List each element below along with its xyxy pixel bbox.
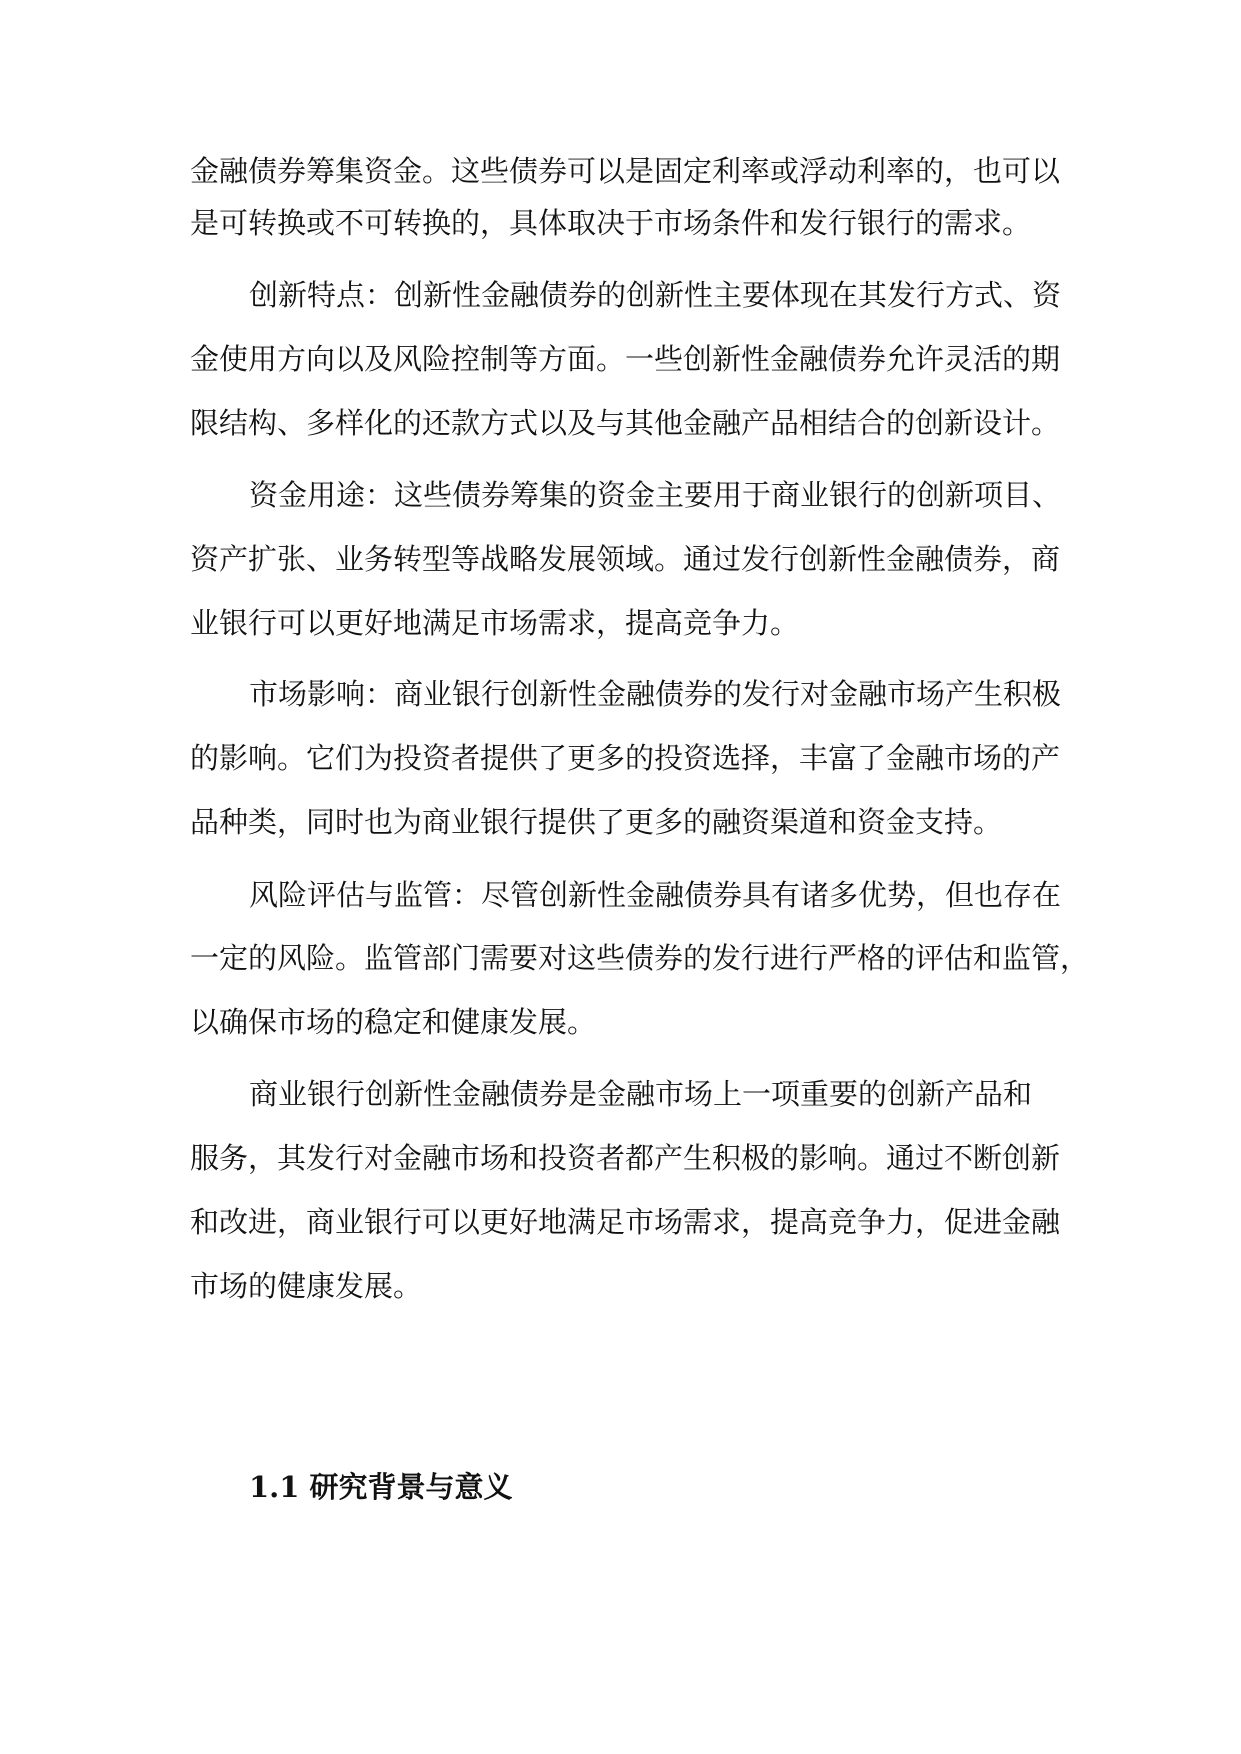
paragraph-line: 和改进，商业银行可以更好地满足市场需求，提高竞争力，促进金融 [190,1205,1061,1239]
paragraph-line: 的影响。它们为投资者提供了更多的投资选择，丰富了金融市场的产 [190,741,1061,775]
paragraph-line: 市场影响：商业银行创新性金融债券的发行对金融市场产生积极 [249,677,1062,711]
paragraph-line: 品种类，同时也为商业银行提供了更多的融资渠道和资金支持。 [190,805,1003,839]
paragraph-line: 以确保市场的稳定和健康发展。 [190,1005,597,1039]
paragraph-line: 金融债券筹集资金。这些债券可以是固定利率或浮动利率的，也可以 [190,154,1061,188]
paragraph-line: 市场的健康发展。 [190,1269,423,1303]
paragraph-line: 商业银行创新性金融债券是金融市场上一项重要的创新产品和 [249,1077,1033,1111]
paragraph-line: 是可转换或不可转换的，具体取决于市场条件和发行银行的需求。 [190,206,1032,240]
paragraph-line: 金使用方向以及风险控制等方面。一些创新性金融债券允许灵活的期 [190,342,1061,376]
paragraph-line: 业银行可以更好地满足市场需求，提高竞争力。 [190,606,800,640]
section-heading: 1.1 研究背景与意义 [249,1470,513,1504]
paragraph-line: 风险评估与监管：尽管创新性金融债券具有诸多优势，但也存在 [249,878,1062,912]
paragraph-line: 资金用途：这些债券筹集的资金主要用于商业银行的创新项目、 [249,478,1062,512]
paragraph-line: 服务，其发行对金融市场和投资者都产生积极的影响。通过不断创新 [190,1141,1061,1175]
paragraph-line: 一定的风险。监管部门需要对这些债券的发行进行严格的评估和监管， [190,941,1090,975]
paragraph-line: 创新特点：创新性金融债券的创新性主要体现在其发行方式、资 [249,278,1062,312]
paragraph-line: 资产扩张、业务转型等战略发展领域。通过发行创新性金融债券，商 [190,542,1061,576]
paragraph-line: 限结构、多样化的还款方式以及与其他金融产品相结合的创新设计。 [190,406,1061,440]
